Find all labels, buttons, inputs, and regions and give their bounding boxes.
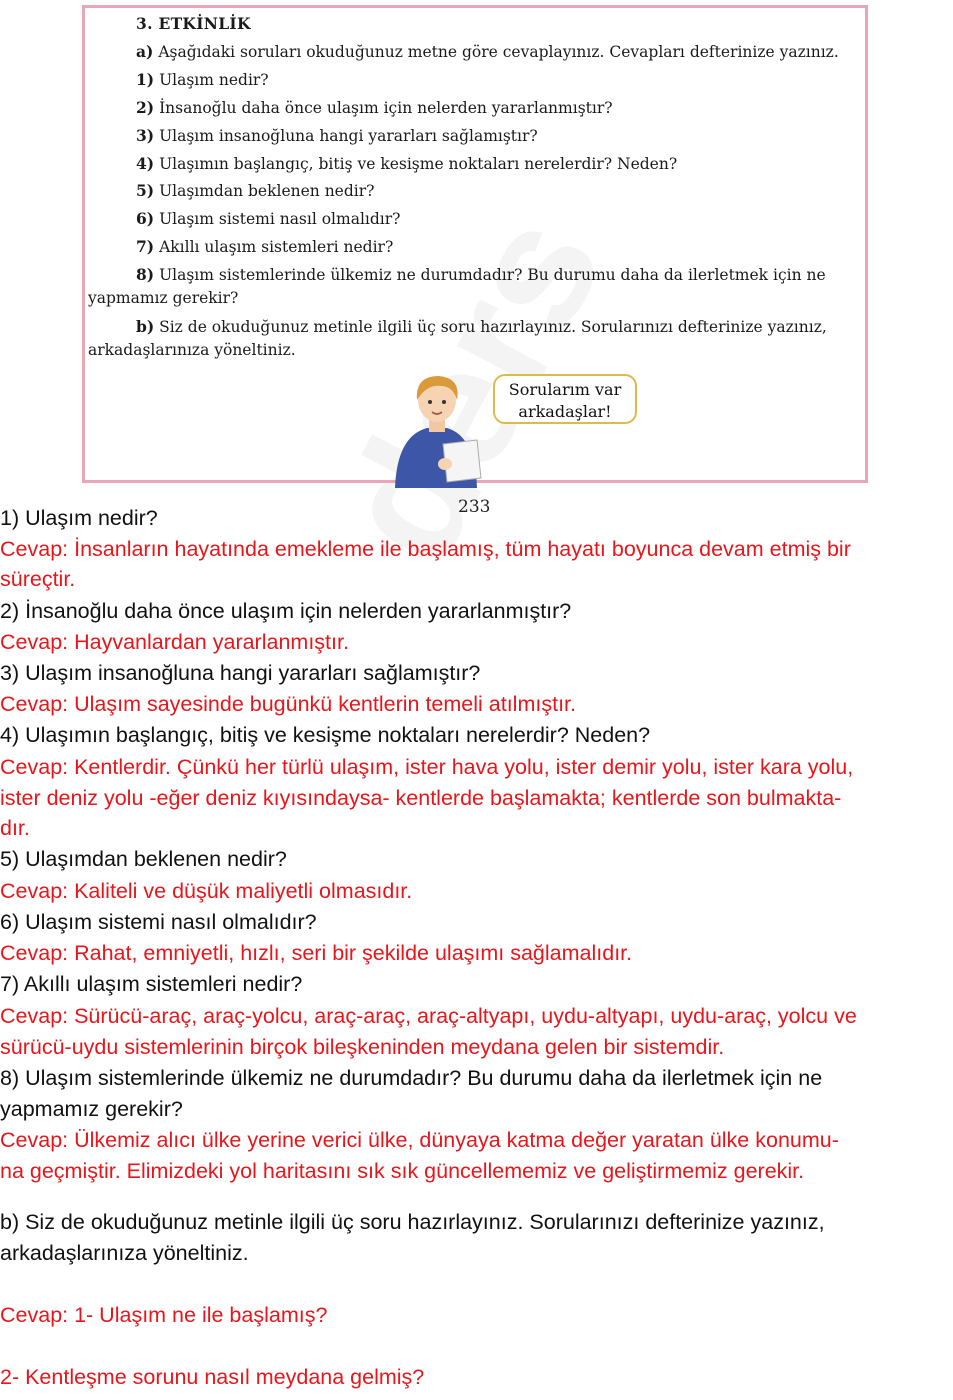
question-6: 6) Ulaşım sistemi nasıl olmalıdır? (136, 209, 401, 228)
activity-title: 3. ETKİNLİK (136, 14, 251, 33)
speech-bubble (493, 374, 637, 424)
answer-q8-line2: yapmamız gerekir? (0, 1097, 183, 1121)
activity-box (82, 5, 868, 483)
boy-illustration (385, 370, 495, 492)
question-1: 1) Ulaşım nedir? (136, 70, 269, 89)
answer-a5: Cevap: Kaliteli ve düşük maliyetli olmasıdır. (0, 879, 413, 903)
answer-a6: Cevap: Rahat, emniyetli, hızlı, seri bir şekilde ulaşımı sağlamalıdır. (0, 941, 633, 965)
instruction-a: a) Aşağıdaki soruları okuduğunuz metne göre cevaplayınız. Cevapları defterinize yazınız. (136, 42, 839, 61)
question-7: 7) Akıllı ulaşım sistemleri nedir? (136, 237, 394, 256)
answer-q8-line1: 8) Ulaşım sistemlerinde ülkemiz ne durumdadır? Bu durumu daha da ilerletmek için ne (0, 1066, 823, 1090)
answer-q6: 6) Ulaşım sistemi nasıl olmalıdır? (0, 910, 317, 934)
instruction-b-cont: arkadaşlarınıza yöneltiniz. (88, 341, 296, 359)
answer-a7-line2: sürücü-uydu sistemlerinin birçok bileşkeninden meydana gelen bir sistemdir. (0, 1035, 725, 1059)
answer-a4-line1: Cevap: Kentlerdir. Çünkü her türlü ulaşım, ister hava yolu, ister demir yolu, ister kara yolu, (0, 755, 854, 779)
question-8-cont: yapmamız gerekir? (88, 289, 239, 307)
answer-q1: 1) Ulaşım nedir? (0, 506, 158, 530)
answer-a8-line1: Cevap: Ülkemiz alıcı ülke yerine verici ülke, dünyaya katma değer yaratan ülke konumu- (0, 1128, 839, 1152)
answer-a2: Cevap: Hayvanlardan yararlanmıştır. (0, 630, 349, 654)
answer-qb-line2: arkadaşlarınıza yöneltiniz. (0, 1241, 249, 1265)
answer-q3: 3) Ulaşım insanoğluna hangi yararları sağlamıştır? (0, 661, 481, 685)
answer-qb-line1: b) Siz de okuduğunuz metinle ilgili üç soru hazırlayınız. Sorularınızı defterinize yazınız, (0, 1210, 825, 1234)
answer-q2: 2) İnsanoğlu daha önce ulaşım için nelerden yararlanmıştır? (0, 599, 572, 623)
answer-b-item2: 2- Kentleşme sorunu nasıl meydana gelmiş? (0, 1365, 425, 1389)
answer-b-item1: Cevap: 1- Ulaşım ne ile başlamış? (0, 1303, 328, 1327)
bubble-line-2: arkadaşlar! (518, 402, 612, 421)
answer-a1-line2: süreçtir. (0, 567, 76, 591)
answer-q7: 7) Akıllı ulaşım sistemleri nedir? (0, 972, 303, 996)
answer-a4-line3: dır. (0, 816, 30, 840)
question-8: 8) Ulaşım sistemlerinde ülkemiz ne durumdadır? Bu durumu daha da ilerletmek için ne (136, 265, 826, 284)
question-4: 4) Ulaşımın başlangıç, bitiş ve kesişme noktaları nerelerdir? Neden? (136, 154, 678, 173)
answer-a1-line1: Cevap: İnsanların hayatında emekleme ile başlamış, tüm hayatı boyunca devam etmiş bir (0, 537, 851, 561)
bubble-line-1: Sorularım var (508, 380, 622, 399)
answer-a3: Cevap: Ulaşım sayesinde bugünkü kentlerin temeli atılmıştır. (0, 692, 576, 716)
answer-a8-line2: na geçmiştir. Elimizdeki yol haritasını sık sık güncellememiz ve geliştirmemiz gerekir. (0, 1159, 805, 1183)
answer-a4-line2: ister deniz yolu -eğer deniz kıyısındaysa- kentlerde başlamakta; kentlerde son bulmakta- (0, 786, 842, 810)
question-2: 2) İnsanoğlu daha önce ulaşım için nelerden yararlanmıştır? (136, 98, 613, 117)
answer-q4: 4) Ulaşımın başlangıç, bitiş ve kesişme noktaları nerelerdir? Neden? (0, 723, 651, 747)
answer-q5: 5) Ulaşımdan beklenen nedir? (0, 847, 287, 871)
answer-a7-line1: Cevap: Sürücü-araç, araç-yolcu, araç-araç, araç-altyapı, uydu-altyapı, uydu-araç, yolcu ve (0, 1004, 857, 1028)
instruction-b: b) Siz de okuduğunuz metinle ilgili üç soru hazırlayınız. Sorularınızı defterinize yazınız, (136, 317, 827, 336)
page-number: 233 (458, 497, 491, 517)
question-5: 5) Ulaşımdan beklenen nedir? (136, 181, 375, 200)
question-3: 3) Ulaşım insanoğluna hangi yararları sağlamıştır? (136, 126, 538, 145)
